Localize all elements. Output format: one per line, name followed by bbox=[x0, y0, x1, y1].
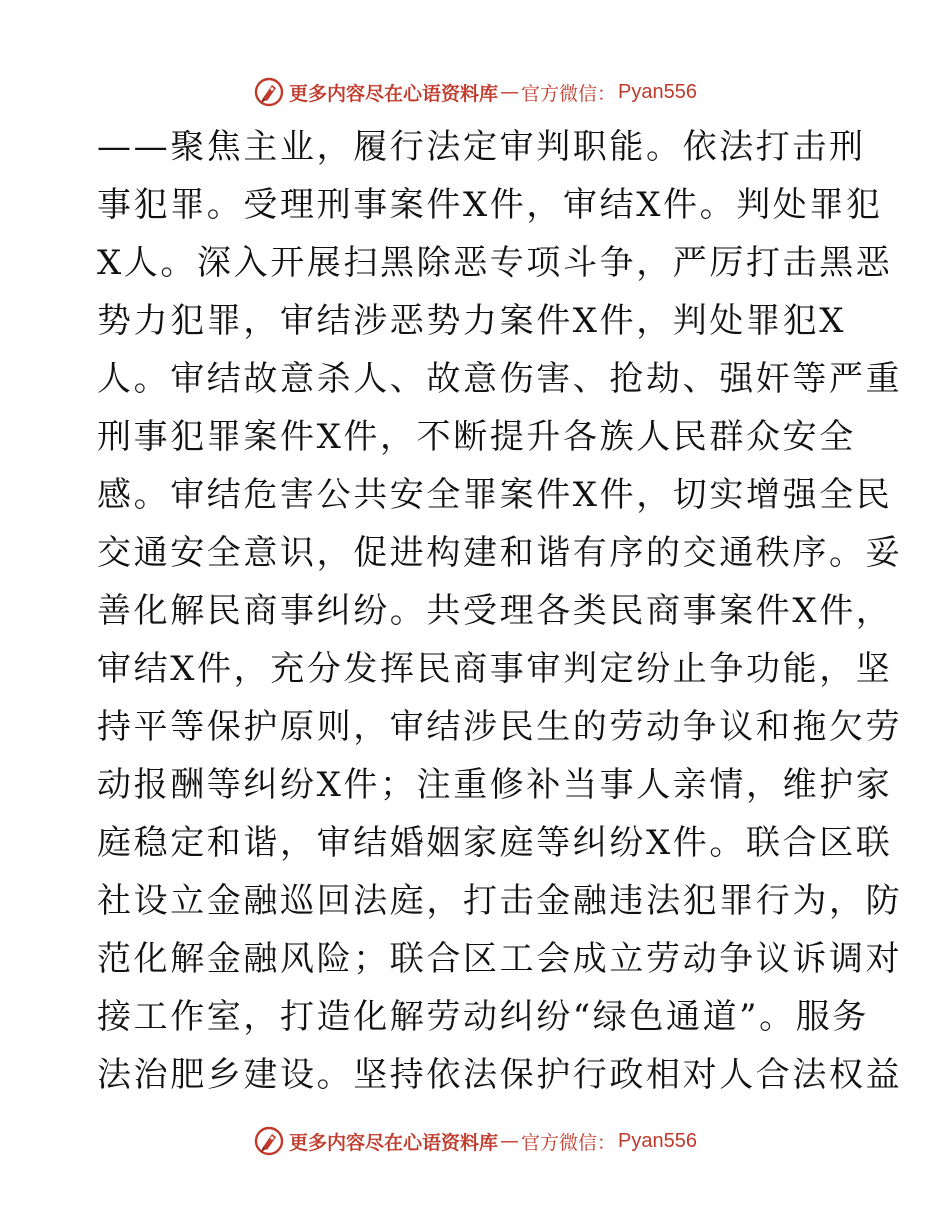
header-dash: — bbox=[500, 81, 520, 103]
footer-wechat-id: Pyan556 bbox=[618, 1129, 697, 1152]
text-line-10: 审结X件，充分发挥民商事审判定纷止争功能，坚 bbox=[97, 649, 893, 689]
text-line-12: 动报酬等纠纷X件；注重修补当事人亲情，维护家 bbox=[97, 765, 893, 805]
text-line-1: ——聚焦主业，履行法定审判职能。依法打击刑 bbox=[97, 127, 866, 167]
pen-nib-circle-icon bbox=[253, 76, 285, 108]
header-wechat-label: 官方微信： bbox=[521, 82, 617, 105]
text-line-16: 接工作室，打造化解劳动纠纷“绿色通道”。服务 bbox=[97, 997, 869, 1037]
text-line-6: 刑事犯罪案件X件，不断提升各族人民群众安全 bbox=[97, 417, 856, 457]
text-line-7: 感。审结危害公共安全罪案件X件，切实增强全民 bbox=[97, 475, 893, 515]
footer-brand-text: 更多内容尽在心语资料库 bbox=[289, 1131, 499, 1154]
text-line-4: 势力犯罪，审结涉恶势力案件X件，判处罪犯X bbox=[97, 301, 847, 341]
text-line-15: 范化解金融风险；联合区工会成立劳动争议诉调对 bbox=[97, 939, 903, 979]
header-banner bbox=[0, 72, 950, 112]
text-line-14: 社设立金融巡回法庭，打击金融违法犯罪行为，防 bbox=[97, 881, 903, 921]
text-line-2: 事犯罪。受理刑事案件X件，审结X件。判处罪犯 bbox=[97, 185, 883, 225]
header-wechat-id: Pyan556 bbox=[618, 80, 697, 103]
header-brand-text: 更多内容尽在心语资料库 bbox=[289, 82, 499, 105]
body-paragraph bbox=[97, 118, 903, 1104]
text-line-8: 交通安全意识，促进构建和谐有序的交通秩序。妥 bbox=[97, 533, 903, 573]
footer-banner bbox=[0, 1121, 950, 1161]
text-line-3: X人。深入开展扫黑除恶专项斗争，严厉打击黑恶 bbox=[97, 243, 893, 283]
text-line-5: 人。审结故意杀人、故意伤害、抢劫、强奸等严重 bbox=[97, 359, 903, 399]
footer-wechat-label: 官方微信： bbox=[521, 1131, 617, 1154]
text-line-13: 庭稳定和谐，审结婚姻家庭等纠纷X件。联合区联 bbox=[97, 823, 893, 863]
footer-dash: — bbox=[500, 1130, 520, 1152]
pen-nib-circle-icon bbox=[253, 1125, 285, 1157]
text-line-17: 法治肥乡建设。坚持依法保护行政相对人合法权益 bbox=[97, 1055, 903, 1095]
text-line-11: 持平等保护原则，审结涉民生的劳动争议和拖欠劳 bbox=[97, 707, 903, 747]
text-line-9: 善化解民商事纠纷。共受理各类民商事案件X件， bbox=[97, 591, 893, 631]
